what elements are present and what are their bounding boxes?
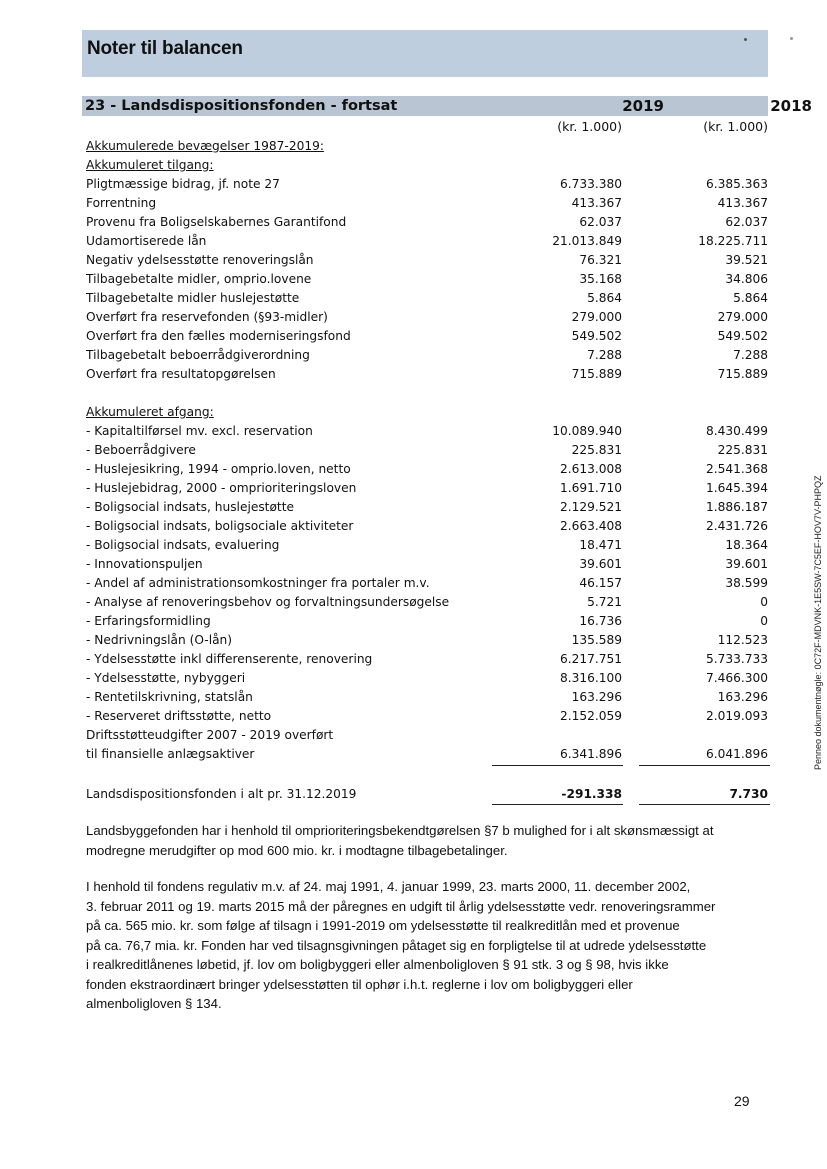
unit-label-2019: (kr. 1.000) [557, 119, 622, 134]
tilgang-heading: Akkumuleret tilgang: [86, 158, 214, 172]
total-rule-2018 [639, 804, 770, 805]
table-row: - Ydelsesstøtte, nybyggeri 8.316.100 7.466.300 [86, 671, 768, 685]
section-title-bar [82, 96, 812, 116]
table-row: Tilbagebetalt beboerrådgiverordning 7.288 7.288 [86, 348, 768, 362]
table-row: Pligtmæssige bidrag, jf. note 27 6.733.380 6.385.363 [86, 177, 768, 191]
table-row: - Beboerrådgivere 225.831 225.831 [86, 443, 768, 457]
table-row: - Huslejebidrag, 2000 - omprioriteringsloven 1.691.710 1.645.394 [86, 481, 768, 495]
table-row: - Innovationspuljen 39.601 39.601 [86, 557, 768, 571]
table-row: - Boligsocial indsats, boligsociale aktiviteter 2.663.408 2.431.726 [86, 519, 768, 533]
page-number: 29 [734, 1093, 750, 1109]
table-row: Overført fra reservefonden (§93-midler) 279.000 279.000 [86, 310, 768, 324]
unit-label-2018: (kr. 1.000) [703, 119, 768, 134]
table-row: - Andel af administrationsomkostninger fra portaler m.v. 46.157 38.599 [86, 576, 768, 590]
document-key-watermark: Penneo dokumentnøgle: 0C72F-MDVNK-1E5SW-7C5EF-HOV7V-PHPQZ [813, 475, 823, 770]
table-row: Tilbagebetalte midler, omprio.lovene 35.168 34.806 [86, 272, 768, 286]
afgang-heading: Akkumuleret afgang: [86, 405, 214, 419]
subtotal-rule-2019 [492, 765, 623, 766]
note-paragraph-2: I henhold til fondens regulativ m.v. af 24. maj 1991, 4. januar 1999, 23. marts 2000, 11. december 2002, 3. februar 2011 og 19. marts 2015 må der påregnes en udgift til årlig ydelsesstøtte vedr. renoveringsrammer på ca. 565 mio. kr. som følge af tilsagn i 1991-2019 om ydelsesstøtte til realkreditlån med et provenue på ca. 76,7 mia. kr. Fonden har ved tilsagnsgivningen påtaget sig en forpligtelse til at udrede ydelsesstøtte i realkreditlånenes løbetid, jf. lov om boligbyggeri eller almenboligloven § 91 stk. 3 og § 98, hvis ikke fonden ekstraordinært bringer ydelsesstøtten til ophør i.h.t. reglerne i lov om boligbyggeri eller almenboligloven § 134. [86, 879, 716, 1011]
table-row: Negativ ydelsesstøtte renoveringslån 76.321 39.521 [86, 253, 768, 267]
table-row: Overført fra resultatopgørelsen 715.889 715.889 [86, 367, 768, 381]
table-row: - Reserveret driftsstøtte, netto 2.152.059 2.019.093 [86, 709, 768, 723]
table-row: - Kapitaltilførsel mv. excl. reservation 10.089.940 8.430.499 [86, 424, 768, 438]
section-title: 23 - Landsdispositionsfonden - fortsat [85, 98, 398, 114]
page-title: Noter til balancen [87, 38, 243, 59]
table-row: - Ydelsesstøtte inkl differenserente, renovering 6.217.751 5.733.733 [86, 652, 768, 666]
transfer-row-label-1: Driftsstøtteudgifter 2007 - 2019 overført [86, 728, 334, 742]
subtotal-rule-2018 [639, 765, 770, 766]
table-row: - Huslejesikring, 1994 - omprio.loven, netto 2.613.008 2.541.368 [86, 462, 768, 476]
column-header-2019: 2019 [622, 97, 664, 115]
table-row: Udamortiserede lån 21.013.849 18.225.711 [86, 234, 768, 248]
scan-speck [744, 38, 747, 41]
note-paragraph-1: Landsbyggefonden har i henhold til omprioriteringsbekendtgørelsen §7 b mulighed for i alt skønsmæssigt at modregne merudgifter op mod 600 mio. kr. i modtagne tilbagebetalinger. [86, 823, 714, 858]
table-row: - Nedrivningslån (O-lån) 135.589 112.523 [86, 633, 768, 647]
column-header-2018: 2018 [770, 97, 812, 115]
table-row: Overført fra den fælles moderniseringsfond 549.502 549.502 [86, 329, 768, 343]
table-row: Tilbagebetalte midler huslejestøtte 5.864 5.864 [86, 291, 768, 305]
total-rule-2019 [492, 804, 623, 805]
table-row: - Erfaringsformidling 16.736 0 [86, 614, 768, 628]
table-row: Forrentning 413.367 413.367 [86, 196, 768, 210]
table-heading: Akkumulerede bevægelser 1987-2019: [86, 139, 324, 153]
table-row: - Rentetilskrivning, statslån 163.296 163.296 [86, 690, 768, 704]
scan-speck [790, 37, 793, 40]
page-header-band [82, 30, 768, 77]
total-row: Landsdispositionsfonden i alt pr. 31.12.2019 -291.338 7.730 [86, 787, 768, 801]
table-row: - Boligsocial indsats, huslejestøtte 2.129.521 1.886.187 [86, 500, 768, 514]
transfer-row: til finansielle anlægsaktiver 6.341.896 6.041.896 [86, 747, 768, 761]
table-row: - Boligsocial indsats, evaluering 18.471 18.364 [86, 538, 768, 552]
table-row: - Analyse af renoveringsbehov og forvaltningsundersøgelse 5.721 0 [86, 595, 768, 609]
table-row: Provenu fra Boligselskabernes Garantifond 62.037 62.037 [86, 215, 768, 229]
